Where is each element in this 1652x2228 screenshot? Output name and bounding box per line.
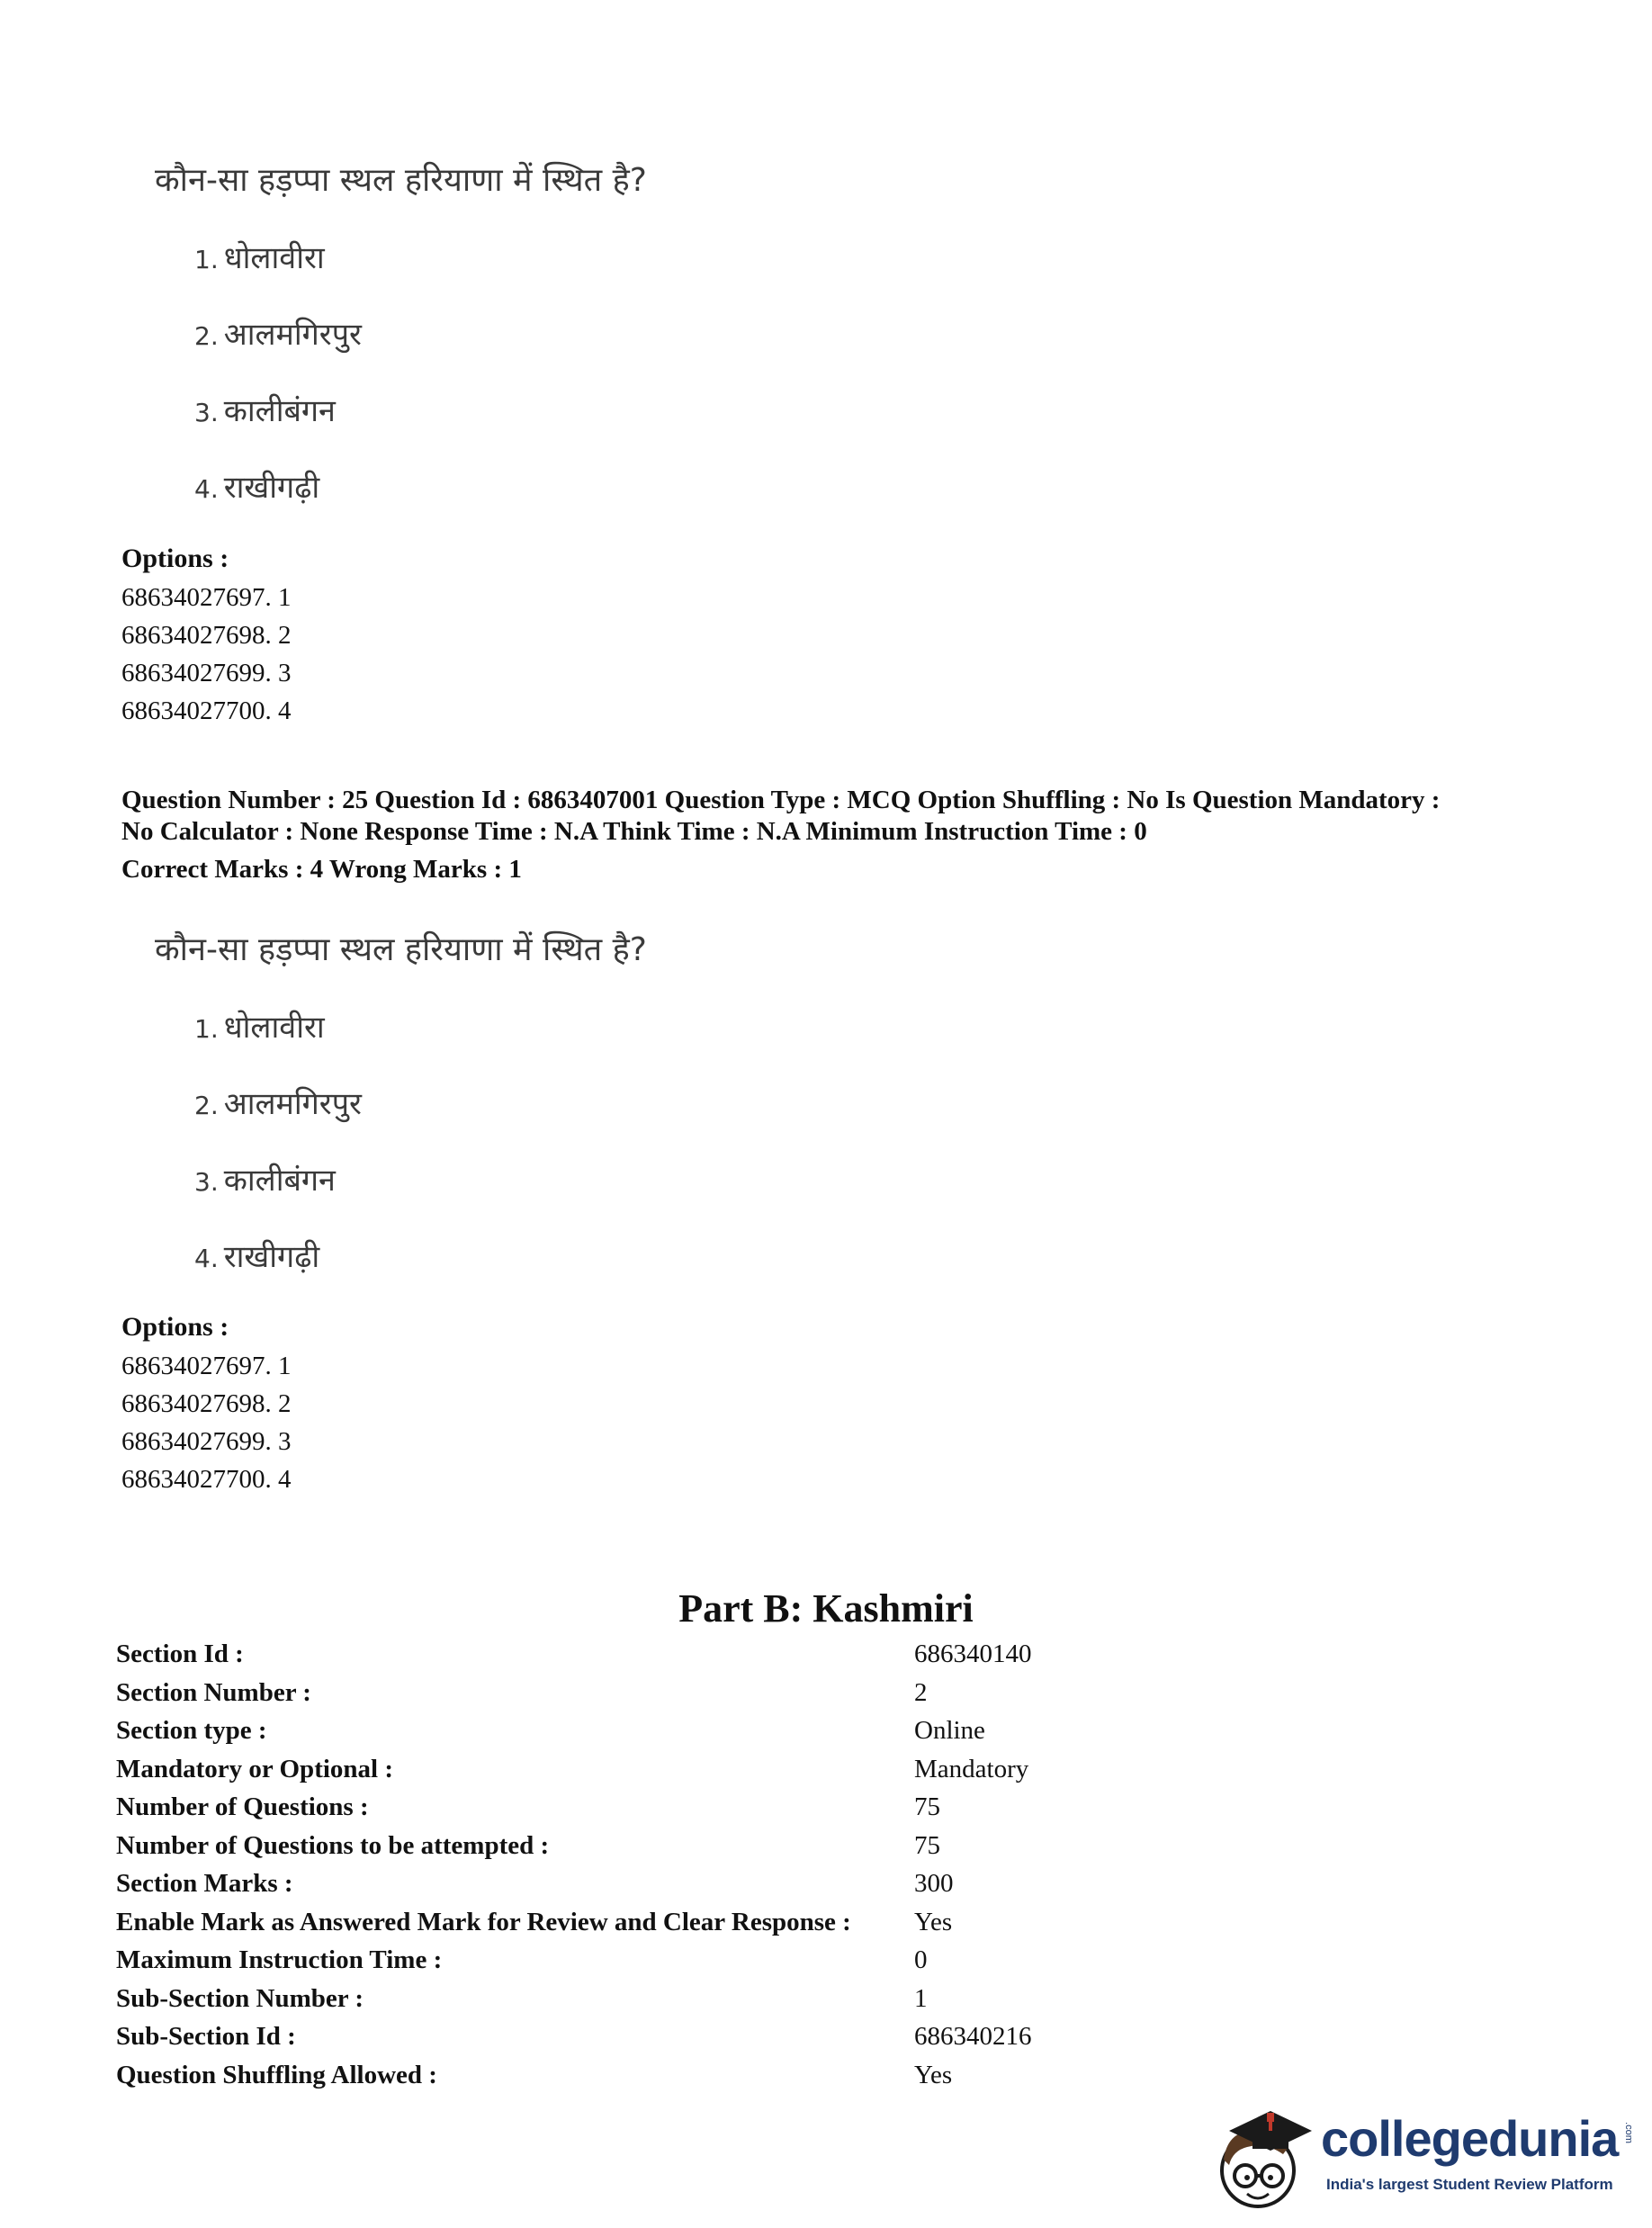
part-title: Part B: Kashmiri [678,1586,974,1631]
logo-suffix: .com [1622,2122,1634,2143]
option-line: 68634027697. 1 [121,1352,292,1380]
choice-text: कालीबंगन [223,1163,336,1199]
choice-1 [194,1005,325,1047]
option-line: 68634027700. 4 [121,1465,292,1494]
choice-text: राखीगढ़ी [223,1239,320,1275]
section-row-value: 0 [914,1945,928,1974]
question-meta-line: No Calculator : None Response Time : N.A Think Time : N.A Minimum Instruction Time : 0 [121,817,1147,846]
section-row-value: Yes [914,2060,953,2089]
choice-number: 1. [194,1014,219,1044]
option-line: 68634027700. 4 [121,696,292,725]
section-row-value: 75 [914,1830,940,1860]
question-meta-line: Question Number : 25 Question Id : 6863407001 Question Type : MCQ Option Shuffling : No Is Question Mandatory : [121,786,1441,814]
section-row-label: Question Shuffling Allowed : [116,2060,437,2089]
collegedunia-logo[interactable] [1211,2100,1634,2223]
choice-text: आलमगिरपुर [223,317,362,353]
choice-number: 1. [194,245,219,274]
question-text: कौन-सा हड़प्पा स्थल हरियाणा में स्थित है? [155,162,647,199]
section-row-value: Online [914,1716,985,1745]
logo-tagline: India's largest Student Review Platform [1326,2176,1613,2193]
choice-text: धोलावीरा [223,240,325,276]
section-row-value: 686340140 [914,1640,1032,1668]
choice-number: 3. [194,398,219,427]
choice-number: 2. [194,321,219,351]
choice-4 [194,1235,319,1276]
options-list [121,1347,292,1498]
choice-3 [194,1158,336,1199]
mascot-icon [1211,2100,1319,2223]
section-row-label: Section Id : [116,1640,244,1668]
section-row-label: Section type : [116,1716,267,1745]
section-row-value: Yes [914,1907,953,1936]
option-line: 68634027698. 2 [121,1389,292,1418]
choice-text: राखीगढ़ी [223,470,320,506]
option-line: 68634027697. 1 [121,583,292,612]
options-label: Options : [121,1312,229,1342]
question-meta [121,785,1597,885]
choice-text: धोलावीरा [223,1010,325,1046]
choice-number: 4. [194,1244,219,1273]
section-row-value: Mandatory [914,1754,1029,1783]
section-row-label: Mandatory or Optional : [116,1754,393,1783]
choice-number: 4. [194,474,219,504]
logo-wordmark: collegedunia [1321,2110,1619,2167]
choice-text: आलमगिरपुर [223,1086,362,1122]
option-line: 68634027698. 2 [121,621,292,650]
question-text: कौन-सा हड़प्पा स्थल हरियाणा में स्थित है? [155,931,647,968]
options-label: Options : [121,544,229,573]
section-row-value: 686340216 [914,2022,1032,2051]
choice-text: कालीबंगन [223,393,336,429]
choice-4 [194,465,319,507]
section-row-label: Enable Mark as Answered Mark for Review and Clear Response : [116,1907,851,1936]
choice-number: 2. [194,1091,219,1120]
choice-1 [194,236,325,277]
section-row-label: Maximum Instruction Time : [116,1945,443,1974]
section-row-value: 1 [914,1983,928,2013]
section-row-label: Number of Questions to be attempted : [116,1830,550,1860]
option-line: 68634027699. 3 [121,1427,292,1456]
section-row-label: Sub-Section Number : [116,1983,364,2013]
option-line: 68634027699. 3 [121,659,292,687]
marks-line: Correct Marks : 4 Wrong Marks : 1 [121,855,522,884]
choice-number: 3. [194,1167,219,1197]
choice-2 [194,312,362,354]
section-row-value: 2 [914,1677,928,1707]
choice-3 [194,389,336,430]
options-list [121,579,292,730]
section-row-label: Section Marks : [116,1869,293,1898]
section-row-label: Number of Questions : [116,1792,369,1821]
section-row-label: Section Number : [116,1677,311,1707]
choice-2 [194,1082,362,1123]
section-row-label: Sub-Section Id : [116,2022,296,2051]
section-row-value: 300 [914,1869,954,1898]
section-row-value: 75 [914,1792,940,1821]
